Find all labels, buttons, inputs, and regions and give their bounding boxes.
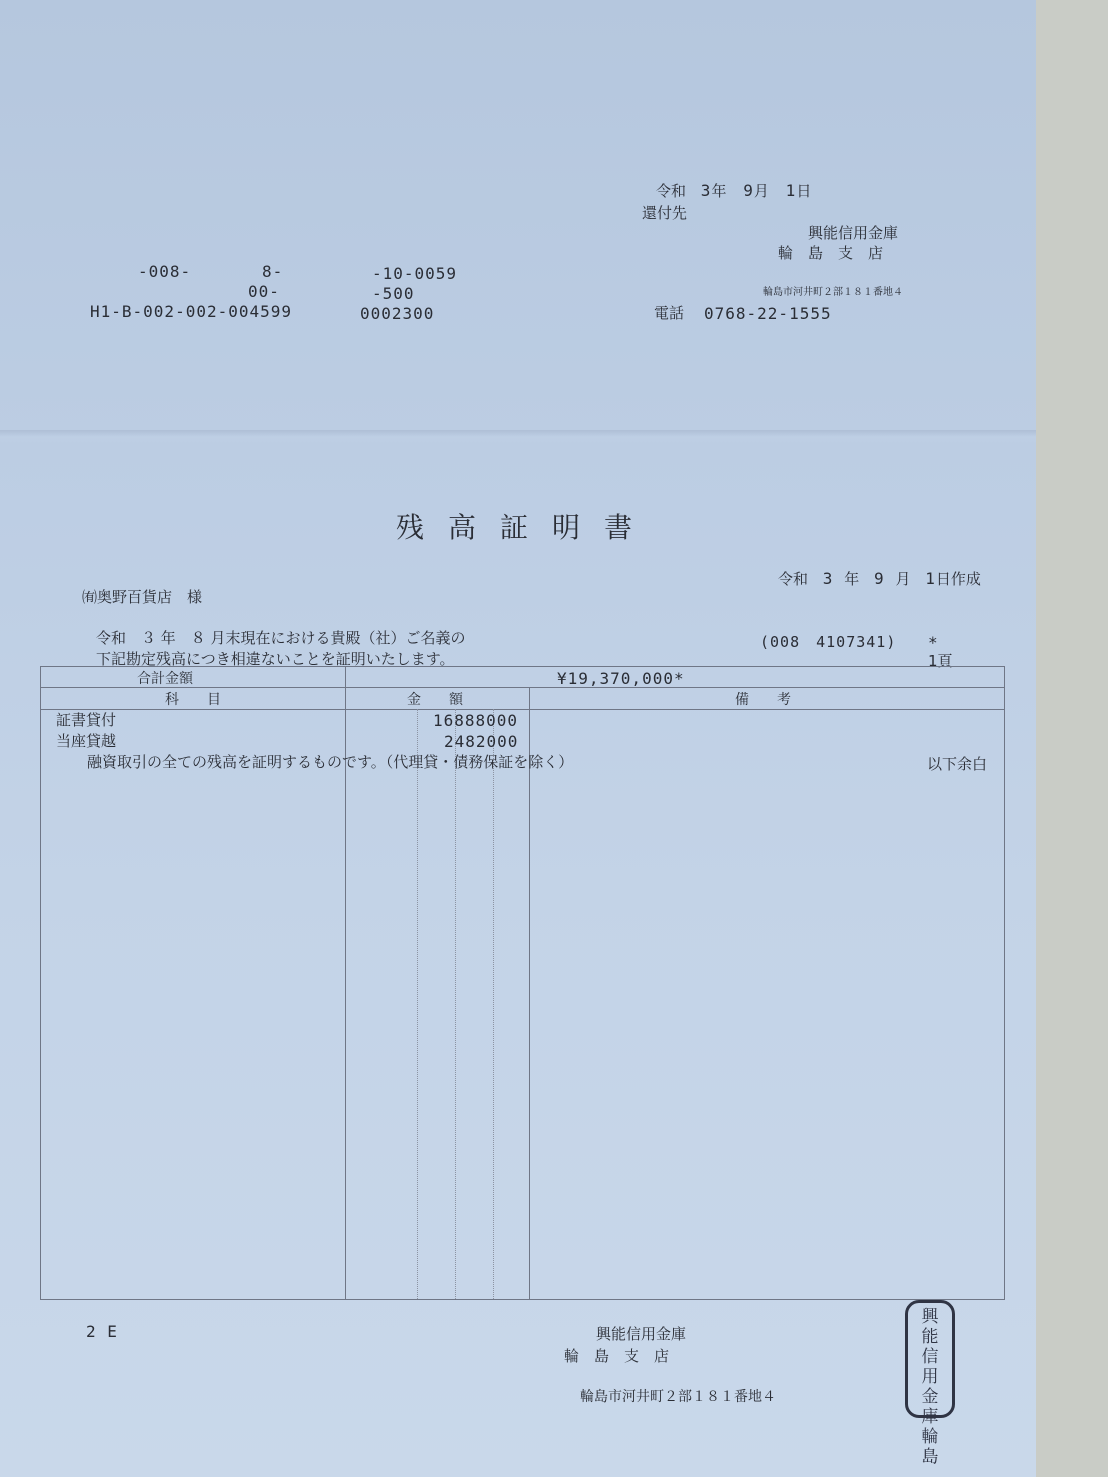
statement-line1: 令和 ３ 年 ８ 月末現在における貴殿（社）ご名義の (96, 629, 466, 647)
seal-char: 信 (921, 1347, 939, 1367)
code-row2-a: 00- (248, 282, 280, 301)
amount-guide-2 (455, 709, 456, 1299)
statement-line2: 下記勘定残高につき相違ないことを証明いたします。 (96, 650, 455, 668)
table-col-divider-2 (529, 687, 530, 1299)
table-note: 融資取引の全ての残高を証明するものです。（代理貸・債務保証を除く） (87, 753, 574, 771)
cover-address: 輪島市河井町２部１８１番地４ (763, 287, 903, 298)
row-amount-2: 2482000 (444, 732, 519, 751)
page-number: 1頁 (928, 652, 953, 670)
code-row1-a: -008- (138, 262, 192, 281)
fold-line (0, 430, 1036, 444)
seal-char: 庫 (921, 1407, 939, 1427)
code-row1-b: 8- (262, 262, 284, 281)
code-row1-c: -10-0059 (372, 264, 458, 283)
code-row2-b: -500 (372, 284, 415, 303)
col-header-remarks: 備 考 (735, 692, 791, 708)
cover-phone-label: 電話 (654, 304, 685, 322)
cover-date: 令和 3年 9月 1日 (656, 181, 812, 200)
code-row3-a: H1-B-002-002-004599 (90, 302, 293, 321)
footer-code: 2 E (86, 1322, 118, 1341)
footer-branch: 輪 島 支 店 (564, 1347, 670, 1365)
seal-char: 能 (921, 1327, 939, 1347)
row-item-2: 当座貸越 (56, 732, 117, 750)
footer-address: 輪島市河井町２部１８１番地４ (580, 1389, 776, 1405)
total-value: ¥19,370,000* (557, 669, 685, 688)
col-header-amount: 金 額 (407, 692, 463, 708)
bank-seal-stamp (905, 1300, 955, 1467)
addressee: ㈲奥野百貨店 様 (82, 588, 203, 606)
code-row3-b: 0002300 (360, 304, 435, 323)
created-date: 令和 3 年 9 月 1日作成 (778, 569, 981, 588)
row-amount-1: 16888000 (433, 711, 519, 730)
seal-char: 輪 (921, 1427, 939, 1447)
seal-char: 用 (921, 1367, 939, 1387)
amount-guide-3 (493, 709, 494, 1299)
total-label: 合計金額 (137, 671, 193, 687)
footer-bank-name: 興能信用金庫 (596, 1325, 687, 1343)
return-to-label: 還付先 (642, 204, 688, 222)
certificate-title: 残高証明書 (396, 511, 657, 544)
balance-table (40, 666, 1005, 1300)
cover-bank-name: 興能信用金庫 (808, 224, 899, 242)
seal-char: 金 (921, 1387, 939, 1407)
cover-branch: 輪 島 支 店 (778, 244, 884, 262)
seal-char: 興 (921, 1307, 939, 1327)
account-number: (008 4107341) (760, 633, 897, 651)
row-item-1: 証書貸付 (56, 711, 117, 729)
col-header-item: 科 目 (165, 692, 221, 708)
asterisk-mark: * (928, 633, 939, 652)
end-mark: 以下余白 (927, 755, 988, 773)
seal-char: 島 (921, 1447, 939, 1467)
table-divider-header (41, 709, 1004, 710)
amount-guide-1 (417, 709, 418, 1299)
cover-phone: 0768-22-1555 (704, 304, 832, 323)
